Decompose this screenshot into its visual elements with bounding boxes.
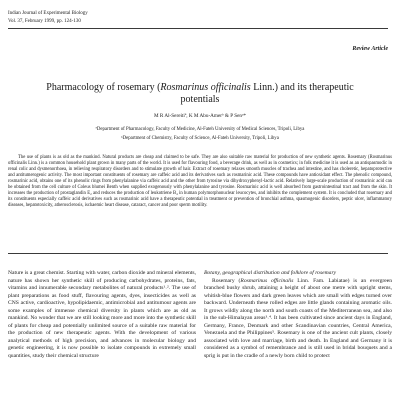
title-species: Rosmarinus officinalis — [160, 82, 251, 93]
abstract-text: The use of plants is as old as the mankind. Natural products are cheap and claimed to be safe. They are also suitable raw material for production of new synthetic agents. Rosemary (Rosmarinus officinalis Linn.) is a common household plant grown in many parts of the world. It is used for flavouring food, a beverage drink, as well as in cosmetics; in folk medicine it is used as an antispasmodic in renal colic and dysmenorrhoea, in relieving respiratory disorders and to stimulate growth of hair. Extract of rosemary relaxes smooth muscles of trachea and intestine, and has choleretic, hepatoprotective and antitumerogenic activity. The most important constituents of rosemary are caffeic acid and its derivatives such as rosmarinic acid. These compounds have antioxidant effect. The phenolic compound, rosmarinic acid, obtains one of its phenolic rings from phenylalanine via caffeic acid and the other from tyrosine via dihydroxyphenyl-lactic acid. Relatively large-scale production of rosmarinic acid can be obtained from the cell culture of Coleus blumei Benth when supplied exogenously with phenylalanine and tyrosine. Rosmarinic acid is well absorbed from gastrointestinal tract and from the skin. It increases the production of prostaglandin E₂ and reduces the production of leukotriene B₄ in human polymorphonuclear leucocytes, and inhibits the complement system. It is concluded that rosemary and its constituents especially caffeic acid derivatives such as rosmarinic acid have a therapeutic potential in treatment or prevention of bronchial asthma, spasmogenic disorders, peptic ulcer, inflammatory diseases, hepatotoxicity, atherosclerosis, ischaemic heart disease, cataract, cancer and poor sperm motility. — [8, 155, 392, 209]
affiliation-pharmacology: ªDepartment of Pharmacology, Faculty of Medicine, Al-Fateh University of Medical Sciences, Tripoli, Libya — [95, 127, 305, 132]
title-text-end: Linn.) and its therapeutic potentials — [180, 82, 354, 105]
botany-species: Rosmarinus officinalis — [240, 277, 294, 284]
header-rule — [8, 28, 388, 29]
journal-volume: Vol. 37, February 1999, pp. 124-130 — [8, 18, 81, 24]
abstract — [8, 155, 392, 209]
botany-text-start: Rosemary ( — [212, 277, 241, 284]
affiliations — [40, 125, 360, 143]
intro-paragraph: Nature is a great chemist. Starting with water, carbon dioxide and mineral elements, nature has shown her synthetic skill of producing carbohydrates, proteins, fats, vitamins and innumerable secondary metabolites of natural products¹˒². The use of plant preparations as food stuff, flavouring agents, dyes, insecticides as well as CNS active, cardioactive, hypolipidaemic, antimicrobial and antitumour agents are some examples of immense chemical diversity in plants which are as old as mankind. No wonder that we are still looking more and more into the synthetic skill of plants for cheap and potentially unlimited source of a suitable raw material for the production of new therapeutic agents. With the development of various analytical methods of high precision, and advances in molecular biology and genetic engineering, it is now possible to isolate compounds in extremely small quantities, study their chemical structure — [8, 270, 196, 360]
abstract-rule — [8, 253, 388, 254]
botany-paragraph — [204, 278, 392, 361]
botany-text-rest: Linn. Fam. Labiatae) is an evergreen branched bushy shrub, attaining a height of about one metre with upright stems, whitish-blue flowers and dark green leaves which are small with edges turned over backward. Underneath these rolled edges are little glands containing aromatic oils. It grows wildly along the north and south coasts of the Mediterranean sea, and also in the sub-Himalayan areas³˒⁴. It has been cultivated since ancient days in England, Germany, France, Denmark and other Scandinavian countries, Central America, Venezuela and the Philippines⁵. Rosemary is one of the ancient cult plants, closely associated with love and marriage, birth and death. In England and Germany it is considered as a symbol of remembrance and is still used in bridal bouquets and a sprig is put in the cradle of a newly born child to protect — [204, 277, 392, 360]
journal-header — [8, 10, 88, 25]
title-text-start: Pharmacology of rosemary ( — [46, 82, 161, 93]
body-column-right — [204, 270, 392, 400]
section-heading-botany: Botany, geographical distribution and folklore of rosemary — [204, 270, 337, 276]
author-list: M R Al-Sereitiª, K M Abu-Amerᵇ & P Senᵃ* — [153, 113, 246, 119]
affiliation-chemistry: ᵇDepartment of Chemistry, Faculty of Science, Al-Fateh University, Tripoli, Libya — [121, 136, 279, 141]
journal-name: Indian Journal of Experimental Biology — [8, 11, 88, 16]
body-column-left — [8, 270, 196, 400]
section-label: Review Article — [352, 46, 388, 52]
article-title — [30, 82, 370, 106]
